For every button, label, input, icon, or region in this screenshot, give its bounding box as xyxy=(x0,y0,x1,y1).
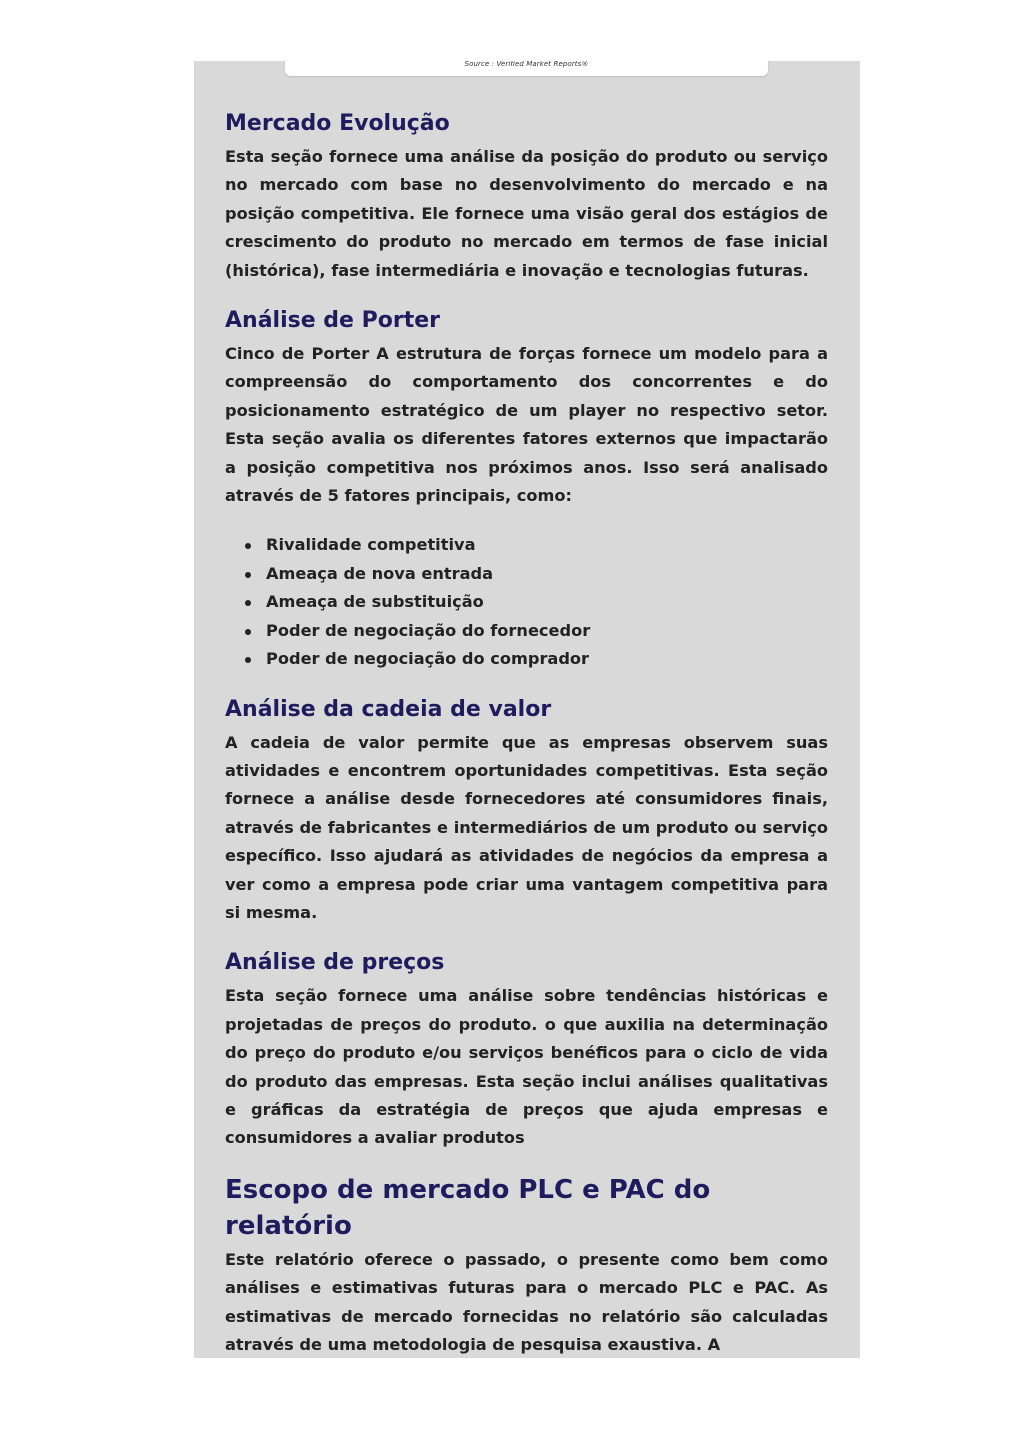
bullet-icon xyxy=(245,657,251,663)
bullet-icon xyxy=(245,629,251,635)
list-item-text: Ameaça de nova entrada xyxy=(266,563,494,583)
section-heading: Análise de preços xyxy=(225,950,445,976)
bullet-icon xyxy=(245,572,251,578)
list-item xyxy=(266,588,828,616)
section-heading: Escopo de mercado PLC e PAC do relatório xyxy=(225,1174,711,1241)
porter-forces-list xyxy=(225,531,828,673)
section-body: Esta seção fornece uma análise da posição do produto ou serviço no mercado com base no desenvolvimento do mercado e na posição competitiva. Ele fornece uma visão geral dos estágios de crescimento do produto no mercado em termos de fase inicial (histórica), fase intermediária e inovação e tecnologias futuras. xyxy=(225,147,828,280)
list-item-text: Poder de negociação do fornecedor xyxy=(266,620,591,640)
section-heading: Análise de Porter xyxy=(225,308,440,334)
section-body: A cadeia de valor permite que as empresas observem suas atividades e encontrem oportunidades competitivas. Esta seção fornece a análise desde fornecedores até consumidores finais, através de fabricantes e intermediários de um produto ou serviço específico. Isso ajudará as atividades de negócios da empresa a ver como a empresa pode criar uma vantagem competitiva para si mesma. xyxy=(225,732,828,922)
list-item-text: Poder de negociação do comprador xyxy=(266,649,590,669)
list-item xyxy=(266,560,828,588)
section-body: Este relatório oferece o passado, o presente como bem como análises e estimativas futuras para o mercado PLC e PAC. As estimativas de mercado fornecidas no relatório são calculadas através de uma metodologia de pesquisa exaustiva. A xyxy=(225,1249,828,1354)
list-item-text: Rivalidade competitiva xyxy=(266,535,476,555)
bullet-icon xyxy=(245,543,251,549)
bullet-icon xyxy=(245,600,251,606)
section-porter-analysis xyxy=(225,304,828,673)
list-item-text: Ameaça de substituição xyxy=(266,592,484,612)
source-caption: Source : Verified Market Reports® xyxy=(464,61,589,68)
document-content xyxy=(225,107,828,1358)
chart-source-card xyxy=(285,61,768,76)
list-item xyxy=(266,531,828,559)
list-item xyxy=(266,617,828,645)
section-report-scope xyxy=(225,1172,828,1358)
document-page xyxy=(194,61,860,1358)
section-heading: Análise da cadeia de valor xyxy=(225,696,552,722)
section-pricing xyxy=(225,946,828,1152)
section-body: Esta seção fornece uma análise sobre tendências históricas e projetadas de preços do produto. o que auxilia na determinação do preço do produto e/ou serviços benéficos para o ciclo de vida do produto das empresas. Esta seção inclui análises qualitativas e gráficas da estratégia de preços que ajuda empresas e consumidores a avaliar produtos xyxy=(225,986,828,1148)
section-body: Cinco de Porter A estrutura de forças fornece um modelo para a compreensão do comportamento dos concorrentes e do posicionamento estratégico de um player no respectivo setor. Esta seção avalia os diferentes fatores externos que impactarão a posição competitiva nos próximos anos. Isso será analisado através de 5 fatores principais, como: xyxy=(225,344,828,506)
section-heading: Mercado Evolução xyxy=(225,111,450,136)
section-value-chain xyxy=(225,693,828,928)
section-market-evolution xyxy=(225,107,828,285)
list-item xyxy=(266,645,828,673)
